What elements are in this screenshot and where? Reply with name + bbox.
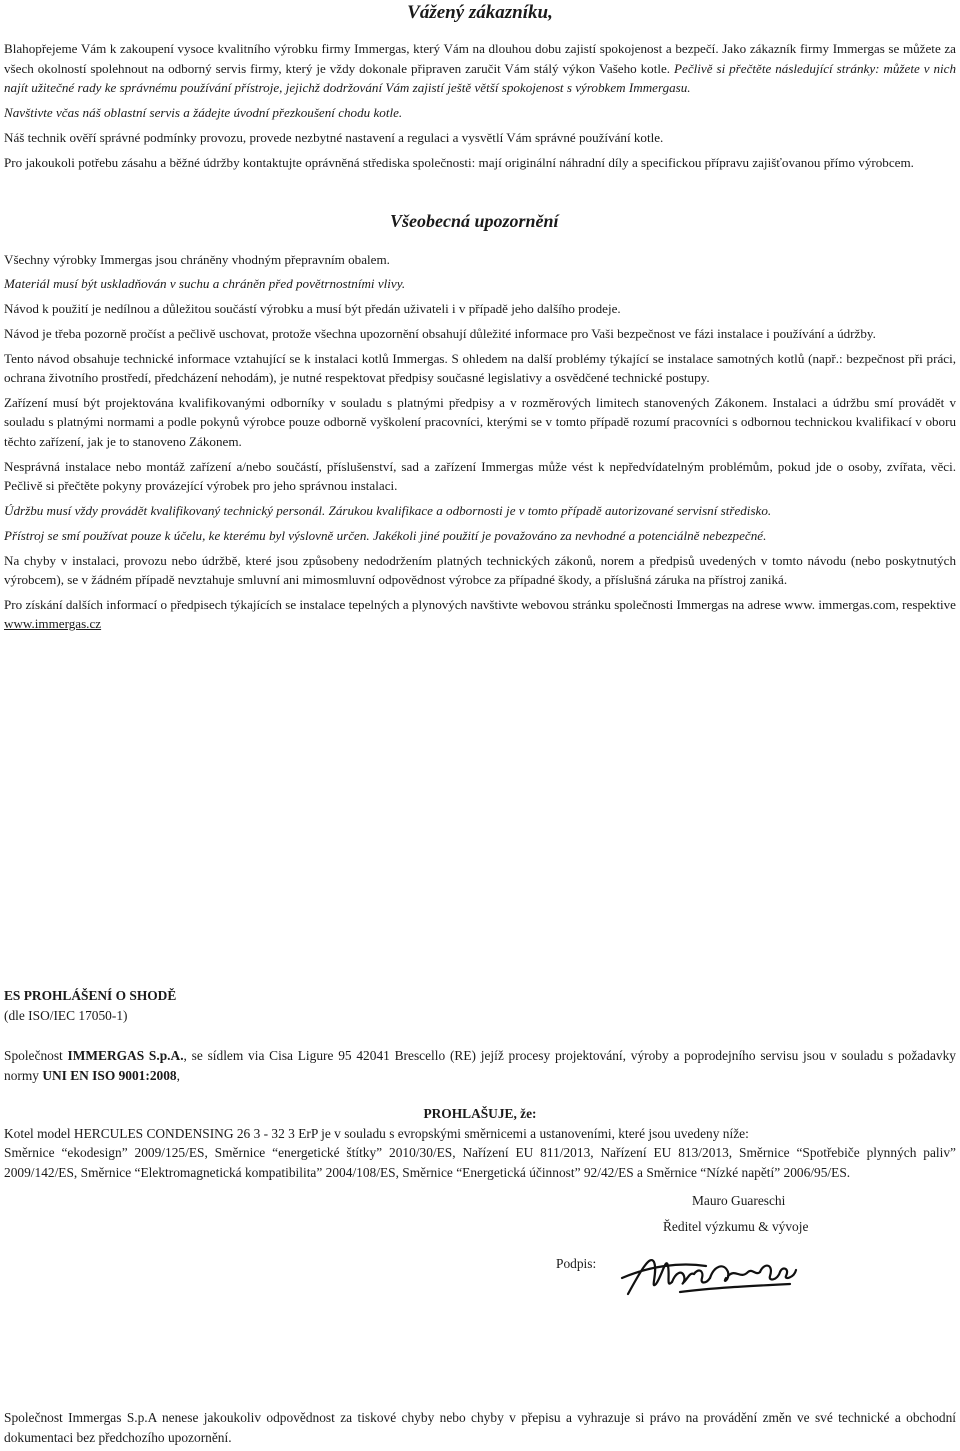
general-warnings-heading: Všeobecná upozornění [390,210,559,231]
page-title: Vážený zákazníku, [407,2,553,23]
warning-item: Na chyby v instalaci, provozu nebo údržbě, které jsou způsobeny nedodržením platných technických zákonů, norem a předpisů uvedených v tomto návodu (nebo poskytnutých výrobcem), se v žádném případě nevztahuje smluvní ani mimosmluvní odpovědnost výrobce za případné škody, a příslušná záruka na přístroj zaniká. [4,552,956,588]
footer-disclaimer: Společnost Immergas S.p.A nenese jakoukoliv odpovědnost za tiskové chyby nebo chyby v přepisu a vyhrazuje si právo na provádění změn ve své technické a obchodní dokumentaci bez předchozího upozornění. [4,1410,956,1445]
warning-item: Všechny výrobky Immergas jsou chráněny vhodným přepravním obalem. [4,251,390,267]
signatory-role: Ředitel výzkumu & vývoje [663,1219,809,1234]
intro-section [4,39,956,173]
warning-item: Přístroj se smí používat pouze k účelu, ke kterému byl výslovně určen. Jakékoli jiné použití je považováno za nevhodné a potenciálně nebezpečné. [4,527,767,543]
warning-last-text: Pro získání dalších informací o předpisech týkajících se instalace tepelných a plynových navštivte webovou stránku společnosti Immergas na adrese www. immergas.com, respektive [4,596,956,612]
warning-item: Návod je třeba pozorně pročíst a pečlivě uschovat, protože všechna upozornění obsahují důležité informace pro Vaši bezpečnost ve fázi instalace i používání a údržby. [4,325,876,341]
warning-item: Nesprávná instalace nebo montáž zařízení a/nebo součástí, příslušenství, sad a zařízení Immergas může vést k nepředvídatelným problémům, pokud jde o osoby, zvířata, věci. Pečlivě si přečtěte pokyny provázející výrobek pro jeho správnou instalaci. [4,458,956,494]
intro-paragraph-3: Náš technik ověří správné podmínky provozu, provede nezbytné nastavení a regulaci a vysvětlí Vám správné používání kotle. [4,130,664,145]
handwritten-signature-icon [610,1232,810,1312]
declares-heading: PROHLAŠUJE, že: [423,1106,537,1121]
intro-paragraph-4: Pro jakoukoli potřebu zásahu a běžné údržby kontaktujte oprávněná střediska společnosti: mají originální náhradní díly a specifickou přípravu zajišťovanou přímo výrobcem. [4,155,914,170]
company-prefix: Společnost [4,1048,68,1063]
warning-item-last [4,595,956,634]
intro-paragraph-1 [4,39,956,98]
general-warnings-list [4,250,956,634]
warning-item: Návod k použití je nedílnou a důležitou součástí výrobku a musí být předán uživateli i v případě jeho dalšího prodeje. [4,301,621,317]
intro-paragraph-2: Navštivte včas náš oblastní servis a žádejte úvodní přezkoušení chodu kotle. [4,105,403,120]
warning-item: Tento návod obsahuje technické informace vztahující se k instalaci kotlů Immergas. S ohledem na další problémy týkající se instalace samotných kotlů (např.: bezpečnost při práci, ochrana životního prostředí, předcházení nehodám), je nutné respektovat předpisy současné legislativy a osvědčené technické postupy. [4,350,956,386]
signature-label: Podpis: [556,1256,597,1271]
intro-text-italic: Pečlivě si přečtěte následující stránky: můžete v nich najít užitečné rady ke správnému používání přístroje, jejichž dodržování Vám zajistí ještě větší spokojenost s výrobkem Immergasu. [4,60,956,95]
declaration-title: ES PROHLÁŠENÍ O SHODĚ [4,988,177,1003]
warning-item: Údržbu musí vždy provádět kvalifikovaný technický personál. Zárukou kvalifikace a odbornosti je v tomto případě autorizované servisní středisko. [4,503,772,519]
general-warnings-section [4,209,956,634]
company-name: IMMERGAS S.p.A. [67,1048,184,1063]
intro-text-upright: Blahopřejeme Vám k zakoupení vysoce kvalitního výrobku firmy Immergas, který Vám na dlouhou dobu zajistí spokojenost a bezpečí. Jako zákazník firmy Immergas se můžete za všech okolností spolehnout na odborný servis firmy, který je vždy dokonale připraven zaručit Vám stálý výkon Vašeho kotle. [4,41,956,76]
warning-item: Materiál musí být uskladňován v suchu a chráněn před povětrnostními vlivy. [4,276,406,292]
declaration-subtitle: (dle ISO/IEC 17050-1) [4,1007,128,1023]
signatory-name: Mauro Guareschi [692,1193,786,1208]
declaration-section [4,986,956,1182]
company-middle: , se sídlem via Cisa Ligure 95 42041 Brescello (RE) jejíž procesy projektování, výroby a poprodejního servisu jsou v souladu s požadavky normy [4,1048,956,1083]
model-line: Kotel model HERCULES CONDENSING 26 3 - 32 3 ErP je v souladu s evropskými směrnicemi a ustanoveními, které jsou uvedeny níže: [4,1125,749,1141]
immergas-website-link[interactable]: www.immergas.cz [4,616,102,632]
company-suffix: , [176,1067,180,1083]
company-norm: UNI EN ISO 9001:2008 [42,1067,177,1083]
company-statement [4,1046,956,1085]
warning-item: Zařízení musí být projektována kvalifikovanými odborníky v souladu s platnými předpisy a v rozměrových limitech stanovených Zákonem. Instalaci a údržbu smí provádět v souladu s platnými normami a podle pokynů výrobce pouze odborně vyškolení pracovníci, kterými se v tomto případě rozumí pracovníci s odbornou technickou kvalifikací v oboru těchto zařízení, jak je to stanoveno Zákonem. [4,394,956,449]
directives-text: Směrnice “ekodesign” 2009/125/ES, Směrnice “energetické štítky” 2010/30/ES, Nařízení EU 811/2013, Nařízení EU 813/2013, Směrnice “Spotřebiče plynných paliv” 2009/142/ES, Směrnice “Elektromagnetická kompatibilita” 2004/108/ES, Směrnice “Energetická účinnost” 92/42/ES a Směrnice “Nízké napětí” 2006/95/ES. [4,1145,956,1180]
